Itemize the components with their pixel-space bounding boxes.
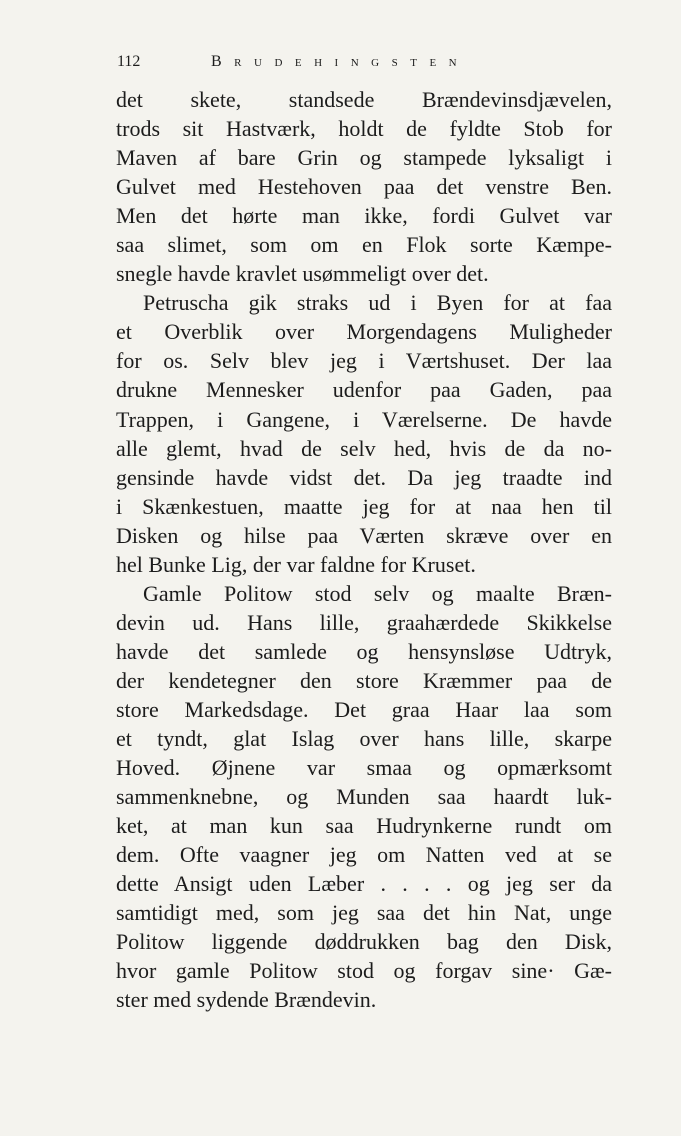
text-line: dette Ansigt uden Læber . . . . og jeg ser da <box>116 871 612 897</box>
text-line: store Markedsdage. Det graa Haar laa som <box>116 696 612 722</box>
text-line: saa slimet, som om en Flok sorte Kæmpe- <box>116 232 612 258</box>
text-line: samtidigt med, som jeg saa det hin Nat, unge <box>116 900 612 926</box>
text-line: alle glemt, hvad de selv hed, hvis de da no- <box>116 435 612 461</box>
text-line: Gulvet med Hestehoven paa det venstre Ben. <box>116 174 612 200</box>
text-line: snegle havde kravlet usømmeligt over det. <box>116 261 489 287</box>
text-line: Men det hørte man ikke, fordi Gulvet var <box>116 203 612 229</box>
text-line: Hoved. Øjnene var smaa og opmærksomt <box>116 755 612 781</box>
text-line: Trappen, i Gangene, i Værelserne. De havde <box>116 406 612 432</box>
text-line: et Overblik over Morgendagens Muligheder <box>116 319 612 345</box>
text-line: for os. Selv blev jeg i Værtshuset. Der laa <box>116 348 612 374</box>
text-line: havde det samlede og hensynsløse Udtryk, <box>116 638 612 664</box>
text-line: trods sit Hastværk, holdt de fyldte Stob for <box>116 116 612 142</box>
text-line: devin ud. Hans lille, graahærdede Skikkelse <box>116 609 612 635</box>
text-line: drukne Mennesker udenfor paa Gaden, paa <box>116 377 612 403</box>
text-line: hel Bunke Lig, der var faldne for Kruset. <box>116 551 476 577</box>
text-line: ket, at man kun saa Hudrynkerne rundt om <box>116 813 612 839</box>
text-line: i Skænkestuen, maatte jeg for at naa hen til <box>116 493 612 519</box>
text-line: ster med sydende Brændevin. <box>116 987 377 1013</box>
page-number: 112 <box>117 53 141 70</box>
paragraph-first-line: Petruscha gik straks ud i Byen for at faa <box>143 290 612 316</box>
text-line: sammenknebne, og Munden saa haardt luk- <box>116 784 612 810</box>
text-line: gensinde havde vidst det. Da jeg traadte ind <box>116 464 612 490</box>
running-head <box>117 50 617 74</box>
body-text <box>116 85 612 1015</box>
text-line: dem. Ofte vaagner jeg om Natten ved at se <box>116 842 612 868</box>
running-title: Brudehingsten <box>211 53 470 70</box>
text-line: hvor gamle Politow stod og forgav sine· Gæ- <box>116 958 612 984</box>
text-line: der kendetegner den store Kræmmer paa de <box>116 667 612 693</box>
text-line: et tyndt, glat Islag over hans lille, skarpe <box>116 726 612 752</box>
text-line: det skete, standsede Brændevinsdjævelen, <box>116 87 612 112</box>
paragraph-first-line: Gamle Politow stod selv og maalte Bræn- <box>143 580 612 606</box>
text-line: Politow liggende døddrukken bag den Disk, <box>116 929 612 955</box>
text-line: Disken og hilse paa Værten skræve over en <box>116 522 612 548</box>
text-line: Maven af bare Grin og stampede lyksaligt i <box>116 145 612 171</box>
